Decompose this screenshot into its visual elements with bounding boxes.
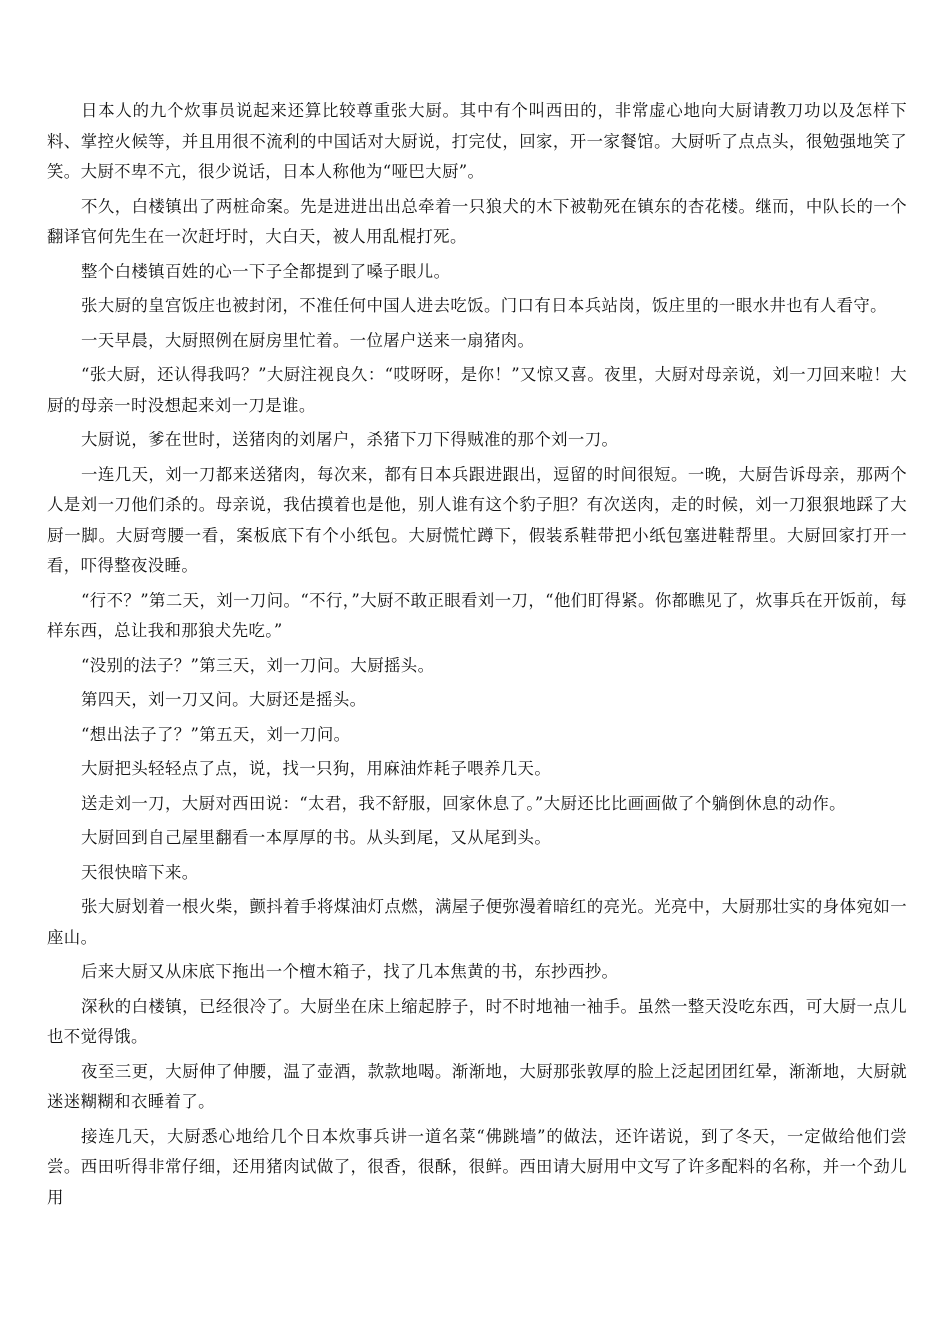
paragraph: “没别的法子？”第三天，刘一刀问。大厨摇头。: [81, 655, 435, 675]
article-body: [47, 96, 907, 1217]
paragraph: 送走刘一刀，大厨对西田说：“太君，我不舒服，回家休息了。”大厨还比比画画做了个躺倒休息的动作。: [81, 793, 846, 813]
paragraph: 天很快暗下来。: [81, 862, 199, 882]
paragraph: 大厨回到自己屋里翻看一本厚厚的书。从头到尾，又从尾到头。: [81, 828, 552, 847]
paragraph: 整个白楼镇百姓的心一下子全都提到了嗓子眼儿。: [81, 261, 451, 281]
paragraph: 大厨说，爹在世时，送猪肉的刘屠户，杀猪下刀下得贼准的那个刘一刀。: [81, 430, 619, 449]
paragraph: “张大厨，还认得我吗？”大厨注视良久：“哎呀呀，是你！”又惊又喜。夜里，大厨对母亲说，刘一刀回来啦！大厨的母亲一时没想起来刘一刀是谁。: [47, 365, 907, 415]
paragraph: 夜至三更，大厨伸了伸腰，温了壶酒，款款地喝。渐渐地，大厨那张敦厚的脸上泛起团团红晕，渐渐地，大厨就迷迷糊糊和衣睡着了。: [47, 1061, 907, 1111]
paragraph: 第四天，刘一刀又问。大厨还是摇头。: [81, 690, 367, 709]
paragraph: “想出法子了？”第五天，刘一刀问。: [81, 724, 351, 744]
paragraph: 大厨把头轻轻点了点，说，找一只狗，用麻油炸耗子喂养几天。: [81, 759, 552, 778]
paragraph: 接连几天，大厨悉心地给几个日本炊事兵讲一道名菜“佛跳墙”的做法，还许诺说，到了冬天，一定做给他们尝尝。西田听得非常仔细，还用猪肉试做了，很香，很酥，很鲜。西田请大厨用中文写了许多配料的名称，并一个劲儿用: [47, 1126, 907, 1207]
paragraph: 一天早晨，大厨照例在厨房里忙着。一位屠户送来一扇猪肉。: [81, 330, 535, 350]
paragraph: 日本人的九个炊事员说起来还算比较尊重张大厨。其中有个叫西田的，非常虚心地向大厨请教刀功以及怎样下料、掌控火候等，并且用很不流利的中国话对大厨说，打完仗，回家，开一家餐馆。大厨听了点点头，很勉强地笑了笑。大厨不卑不亢，很少说话，日本人称他为“哑巴大厨”。: [47, 101, 907, 181]
paragraph: 张大厨划着一根火柴，颤抖着手将煤油灯点燃，满屋子便弥漫着暗红的亮光。光亮中，大厨那壮实的身体宛如一座山。: [47, 897, 907, 947]
paragraph: 后来大厨又从床底下拖出一个檀木箱子，找了几本焦黄的书，东抄西抄。: [81, 962, 619, 981]
paragraph: 深秋的白楼镇，已经很冷了。大厨坐在床上缩起脖子，时不时地袖一袖手。虽然一整天没吃东西，可大厨一点儿也不觉得饿。: [47, 996, 907, 1046]
paragraph: 不久，白楼镇出了两桩命案。先是进进出出总牵着一只狼犬的木下被勒死在镇东的杏花楼。继而，中队长的一个翻译官何先生在一次赶圩时，大白天，被人用乱棍打死。: [47, 196, 907, 246]
paragraph: 一连几天，刘一刀都来送猪肉，每次来，都有日本兵跟进跟出，逗留的时间很短。一晚，大厨告诉母亲，那两个人是刘一刀他们杀的。母亲说，我估摸着也是他，别人谁有这个豹子胆？有次送肉，走的时候，刘一刀狠狠地踩了大厨一脚。大厨弯腰一看，案板底下有个小纸包。大厨慌忙蹲下，假装系鞋带把小纸包塞进鞋帮里。大厨回家打开一看，吓得整夜没睡。: [47, 464, 907, 575]
paragraph: 张大厨的皇宫饭庄也被封闭，不准任何中国人进去吃饭。门口有日本兵站岗，饭庄里的一眼水井也有人看守。: [81, 296, 887, 315]
paragraph: “行不？”第二天，刘一刀问。“不行，”大厨不敢正眼看刘一刀，“他们盯得紧。你都瞧见了，炊事兵在开饭前，每样东西，总让我和那狼犬先吃。”: [47, 590, 907, 640]
